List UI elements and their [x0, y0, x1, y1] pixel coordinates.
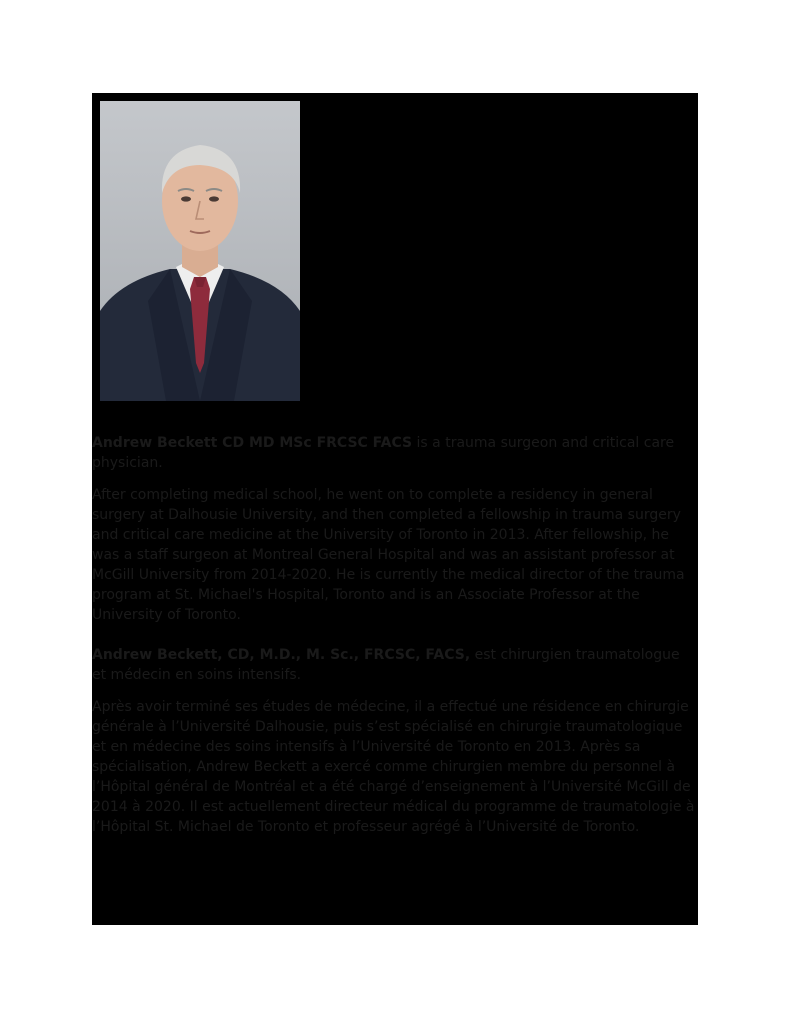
bio-text — [92, 433, 698, 837]
bio-fr-career: Après avoir terminé ses études de médecine, il a effectué une résidence en chirurgie générale à l’Université Dalhousie, puis s’est spécialisé en chirurgie traumatologique et en médecine des soins intensifs à l’Université de Toronto en 2013. Après sa spécialisation, Andrew Beckett a exercé comme chirurgien membre du personnel à l’Hôpital général de Montréal et a été chargé d’enseignement à l’Université McGill de 2014 à 2020. Il est actuellement directeur médical du programme de traumatologie à l’Hôpital St. Michael de Toronto et professeur agrégé à l’Université de Toronto. — [92, 699, 695, 835]
bio-en-intro-rest: is a trauma surgeon and critical care physician. — [92, 435, 675, 471]
bio-content-block — [92, 93, 698, 925]
bio-en-name: Andrew Beckett CD MD MSc FRCSC FACS — [92, 435, 413, 451]
portrait-photo — [100, 101, 300, 401]
bio-en-intro — [92, 433, 698, 473]
bio-en-career: After completing medical school, he went on to complete a residency in general surgery at Dalhousie University, and then completed a fellowship in trauma surgery and critical care medicine at the University of Toronto in 2013. After fellowship, he was a staff surgeon at Montreal General Hospital and was an assistant professor at McGill University from 2014-2020. He is currently the medical director of the trauma program at St. Michael's Hospital, Toronto and is an Associate Professor at the University of Toronto. — [92, 487, 685, 623]
bio-fr-intro-rest: est chirurgien traumatologue et médecin en soins intensifs. — [92, 647, 680, 683]
bio-fr-intro — [92, 645, 698, 685]
bio-fr-name: Andrew Beckett, CD, M.D., M. Sc., FRCSC, FACS, — [92, 647, 471, 663]
